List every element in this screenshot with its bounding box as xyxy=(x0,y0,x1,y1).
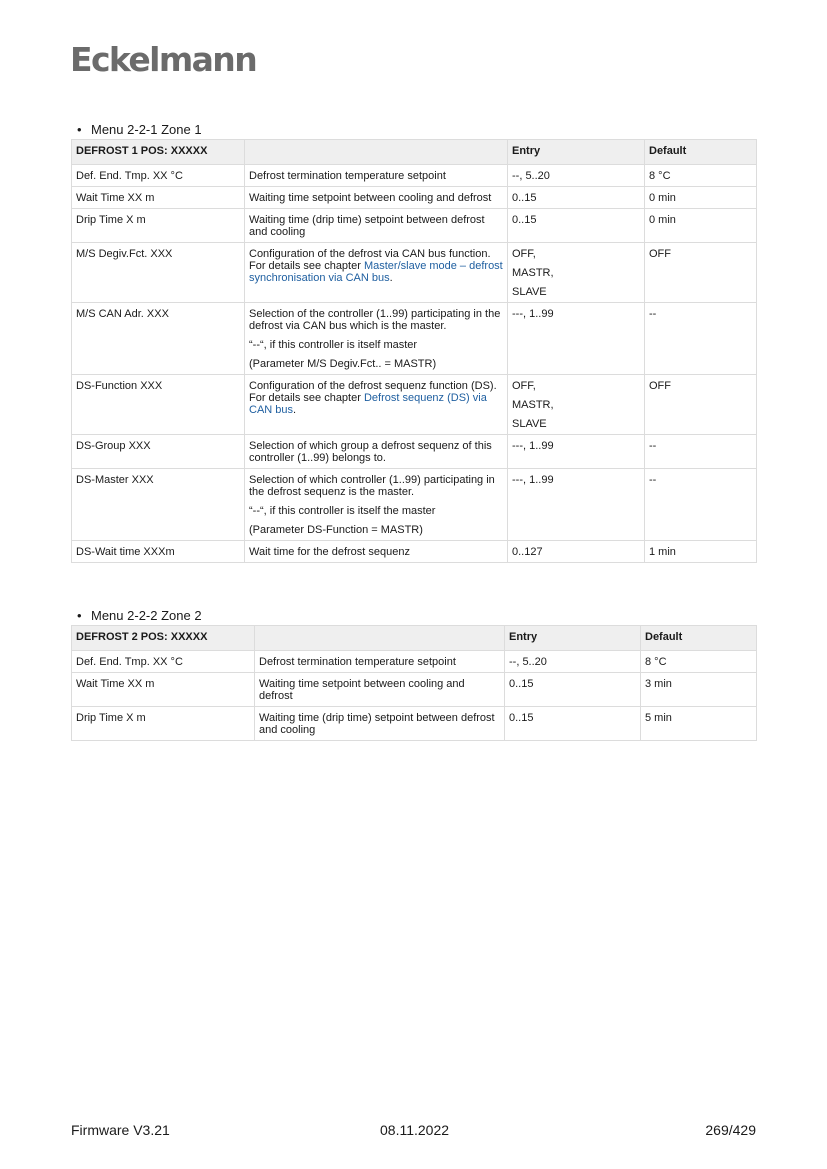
entry-cell: 0..15 xyxy=(508,209,645,243)
table-header-row xyxy=(72,626,757,651)
column-header: Default xyxy=(645,140,757,165)
desc-cell xyxy=(245,303,508,375)
footer-firmware: Firmware V3.21 xyxy=(71,1122,170,1138)
table-row xyxy=(72,165,757,187)
entry-option: OFF, xyxy=(512,248,536,260)
zone1-heading xyxy=(71,121,756,139)
column-header xyxy=(255,626,505,651)
footer-page-number: 269/429 xyxy=(705,1122,756,1138)
table-row xyxy=(72,303,757,375)
default-cell: 0 min xyxy=(645,187,757,209)
desc-text: Configuration of the defrost sequenz function (DS). For details see chapter xyxy=(249,380,497,404)
param-cell: M/S CAN Adr. XXX xyxy=(72,303,245,375)
default-cell: 3 min xyxy=(641,673,757,707)
entry-cell xyxy=(508,243,645,303)
default-cell: 5 min xyxy=(641,707,757,741)
table-row xyxy=(72,651,757,673)
table-row xyxy=(72,187,757,209)
param-cell: Drip Time X m xyxy=(72,209,245,243)
table-row xyxy=(72,209,757,243)
desc-text: “--“, if this controller is itself the master xyxy=(249,505,436,517)
desc-cell xyxy=(245,375,508,435)
table-row xyxy=(72,707,757,741)
param-cell: Drip Time X m xyxy=(72,707,255,741)
chapter-link[interactable]: Master/slave mode – defrost synchronisation via CAN bus xyxy=(249,260,503,284)
table-row xyxy=(72,673,757,707)
table-row xyxy=(72,375,757,435)
desc-text: Configuration of the defrost via CAN bus function. For details see chapter xyxy=(249,248,491,272)
default-cell: 8 °C xyxy=(645,165,757,187)
desc-cell: Waiting time setpoint between cooling and defrost xyxy=(245,187,508,209)
entry-cell: ---, 1..99 xyxy=(508,435,645,469)
desc-text: “--“, if this controller is itself master xyxy=(249,339,418,351)
column-header: Entry xyxy=(508,140,645,165)
desc-text: (Parameter M/S Degiv.Fct.. = MASTR) xyxy=(249,358,437,370)
desc-text: Selection of the controller (1..99) participating in the defrost via CAN bus which is the master. xyxy=(249,308,501,332)
desc-text: . xyxy=(389,272,393,284)
entry-cell: --, 5..20 xyxy=(508,165,645,187)
entry-cell xyxy=(508,375,645,435)
desc-cell: Waiting time (drip time) setpoint between defrost and cooling xyxy=(245,209,508,243)
column-header xyxy=(245,140,508,165)
entry-cell: 0..15 xyxy=(505,707,641,741)
column-header: Default xyxy=(641,626,757,651)
desc-cell xyxy=(245,243,508,303)
column-header: DEFROST 1 POS: XXXXX xyxy=(72,140,245,165)
zone2-section xyxy=(71,607,756,741)
desc-cell: Selection of which group a defrost sequenz of this controller (1..99) belongs to. xyxy=(245,435,508,469)
desc-cell: Wait time for the defrost sequenz xyxy=(245,541,508,563)
default-cell: 0 min xyxy=(645,209,757,243)
desc-cell: Defrost termination temperature setpoint xyxy=(245,165,508,187)
chapter-link[interactable]: Defrost sequenz (DS) via CAN bus xyxy=(249,392,487,416)
default-cell: -- xyxy=(645,303,757,375)
desc-cell: Waiting time (drip time) setpoint between defrost and cooling xyxy=(255,707,505,741)
table-row xyxy=(72,243,757,303)
desc-text: Selection of which controller (1..99) participating in the defrost sequenz is the master. xyxy=(249,474,495,498)
param-cell: DS-Wait time XXXm xyxy=(72,541,245,563)
entry-option: SLAVE xyxy=(512,418,547,430)
param-cell: Wait Time XX m xyxy=(72,673,255,707)
default-cell: -- xyxy=(645,469,757,541)
zone1-section xyxy=(71,121,756,563)
entry-option: MASTR, xyxy=(512,267,554,279)
param-cell: DS-Master XXX xyxy=(72,469,245,541)
default-cell: 1 min xyxy=(645,541,757,563)
entry-cell: 0..15 xyxy=(505,673,641,707)
default-cell: OFF xyxy=(645,375,757,435)
default-cell: -- xyxy=(645,435,757,469)
entry-cell: --, 5..20 xyxy=(505,651,641,673)
desc-text: (Parameter DS-Function = MASTR) xyxy=(249,524,423,536)
default-cell: OFF xyxy=(645,243,757,303)
zone1-table xyxy=(71,139,757,563)
company-logo: Eckelmann xyxy=(70,40,257,79)
bullet-icon: • xyxy=(77,608,82,623)
desc-text: . xyxy=(293,404,297,416)
table-header-row xyxy=(72,140,757,165)
footer-date: 08.11.2022 xyxy=(380,1122,450,1138)
entry-option: OFF, xyxy=(512,380,536,392)
param-cell: DS-Function XXX xyxy=(72,375,245,435)
desc-cell: Defrost termination temperature setpoint xyxy=(255,651,505,673)
zone2-table xyxy=(71,625,757,741)
param-cell: M/S Degiv.Fct. XXX xyxy=(72,243,245,303)
column-header: Entry xyxy=(505,626,641,651)
zone2-heading-text: Menu 2-2-2 Zone 2 xyxy=(91,608,202,623)
param-cell: DS-Group XXX xyxy=(72,435,245,469)
param-cell: Wait Time XX m xyxy=(72,187,245,209)
entry-option: SLAVE xyxy=(512,286,547,298)
desc-cell: Waiting time setpoint between cooling and defrost xyxy=(255,673,505,707)
entry-option: MASTR, xyxy=(512,399,554,411)
param-cell: Def. End. Tmp. XX °C xyxy=(72,165,245,187)
entry-cell: ---, 1..99 xyxy=(508,469,645,541)
entry-cell: ---, 1..99 xyxy=(508,303,645,375)
default-cell: 8 °C xyxy=(641,651,757,673)
zone2-heading xyxy=(71,607,756,625)
table-row xyxy=(72,469,757,541)
table-row xyxy=(72,541,757,563)
entry-cell: 0..127 xyxy=(508,541,645,563)
table-row xyxy=(72,435,757,469)
column-header: DEFROST 2 POS: XXXXX xyxy=(72,626,255,651)
param-cell: Def. End. Tmp. XX °C xyxy=(72,651,255,673)
desc-cell xyxy=(245,469,508,541)
zone1-heading-text: Menu 2-2-1 Zone 1 xyxy=(91,122,202,137)
entry-cell: 0..15 xyxy=(508,187,645,209)
bullet-icon: • xyxy=(77,122,82,137)
